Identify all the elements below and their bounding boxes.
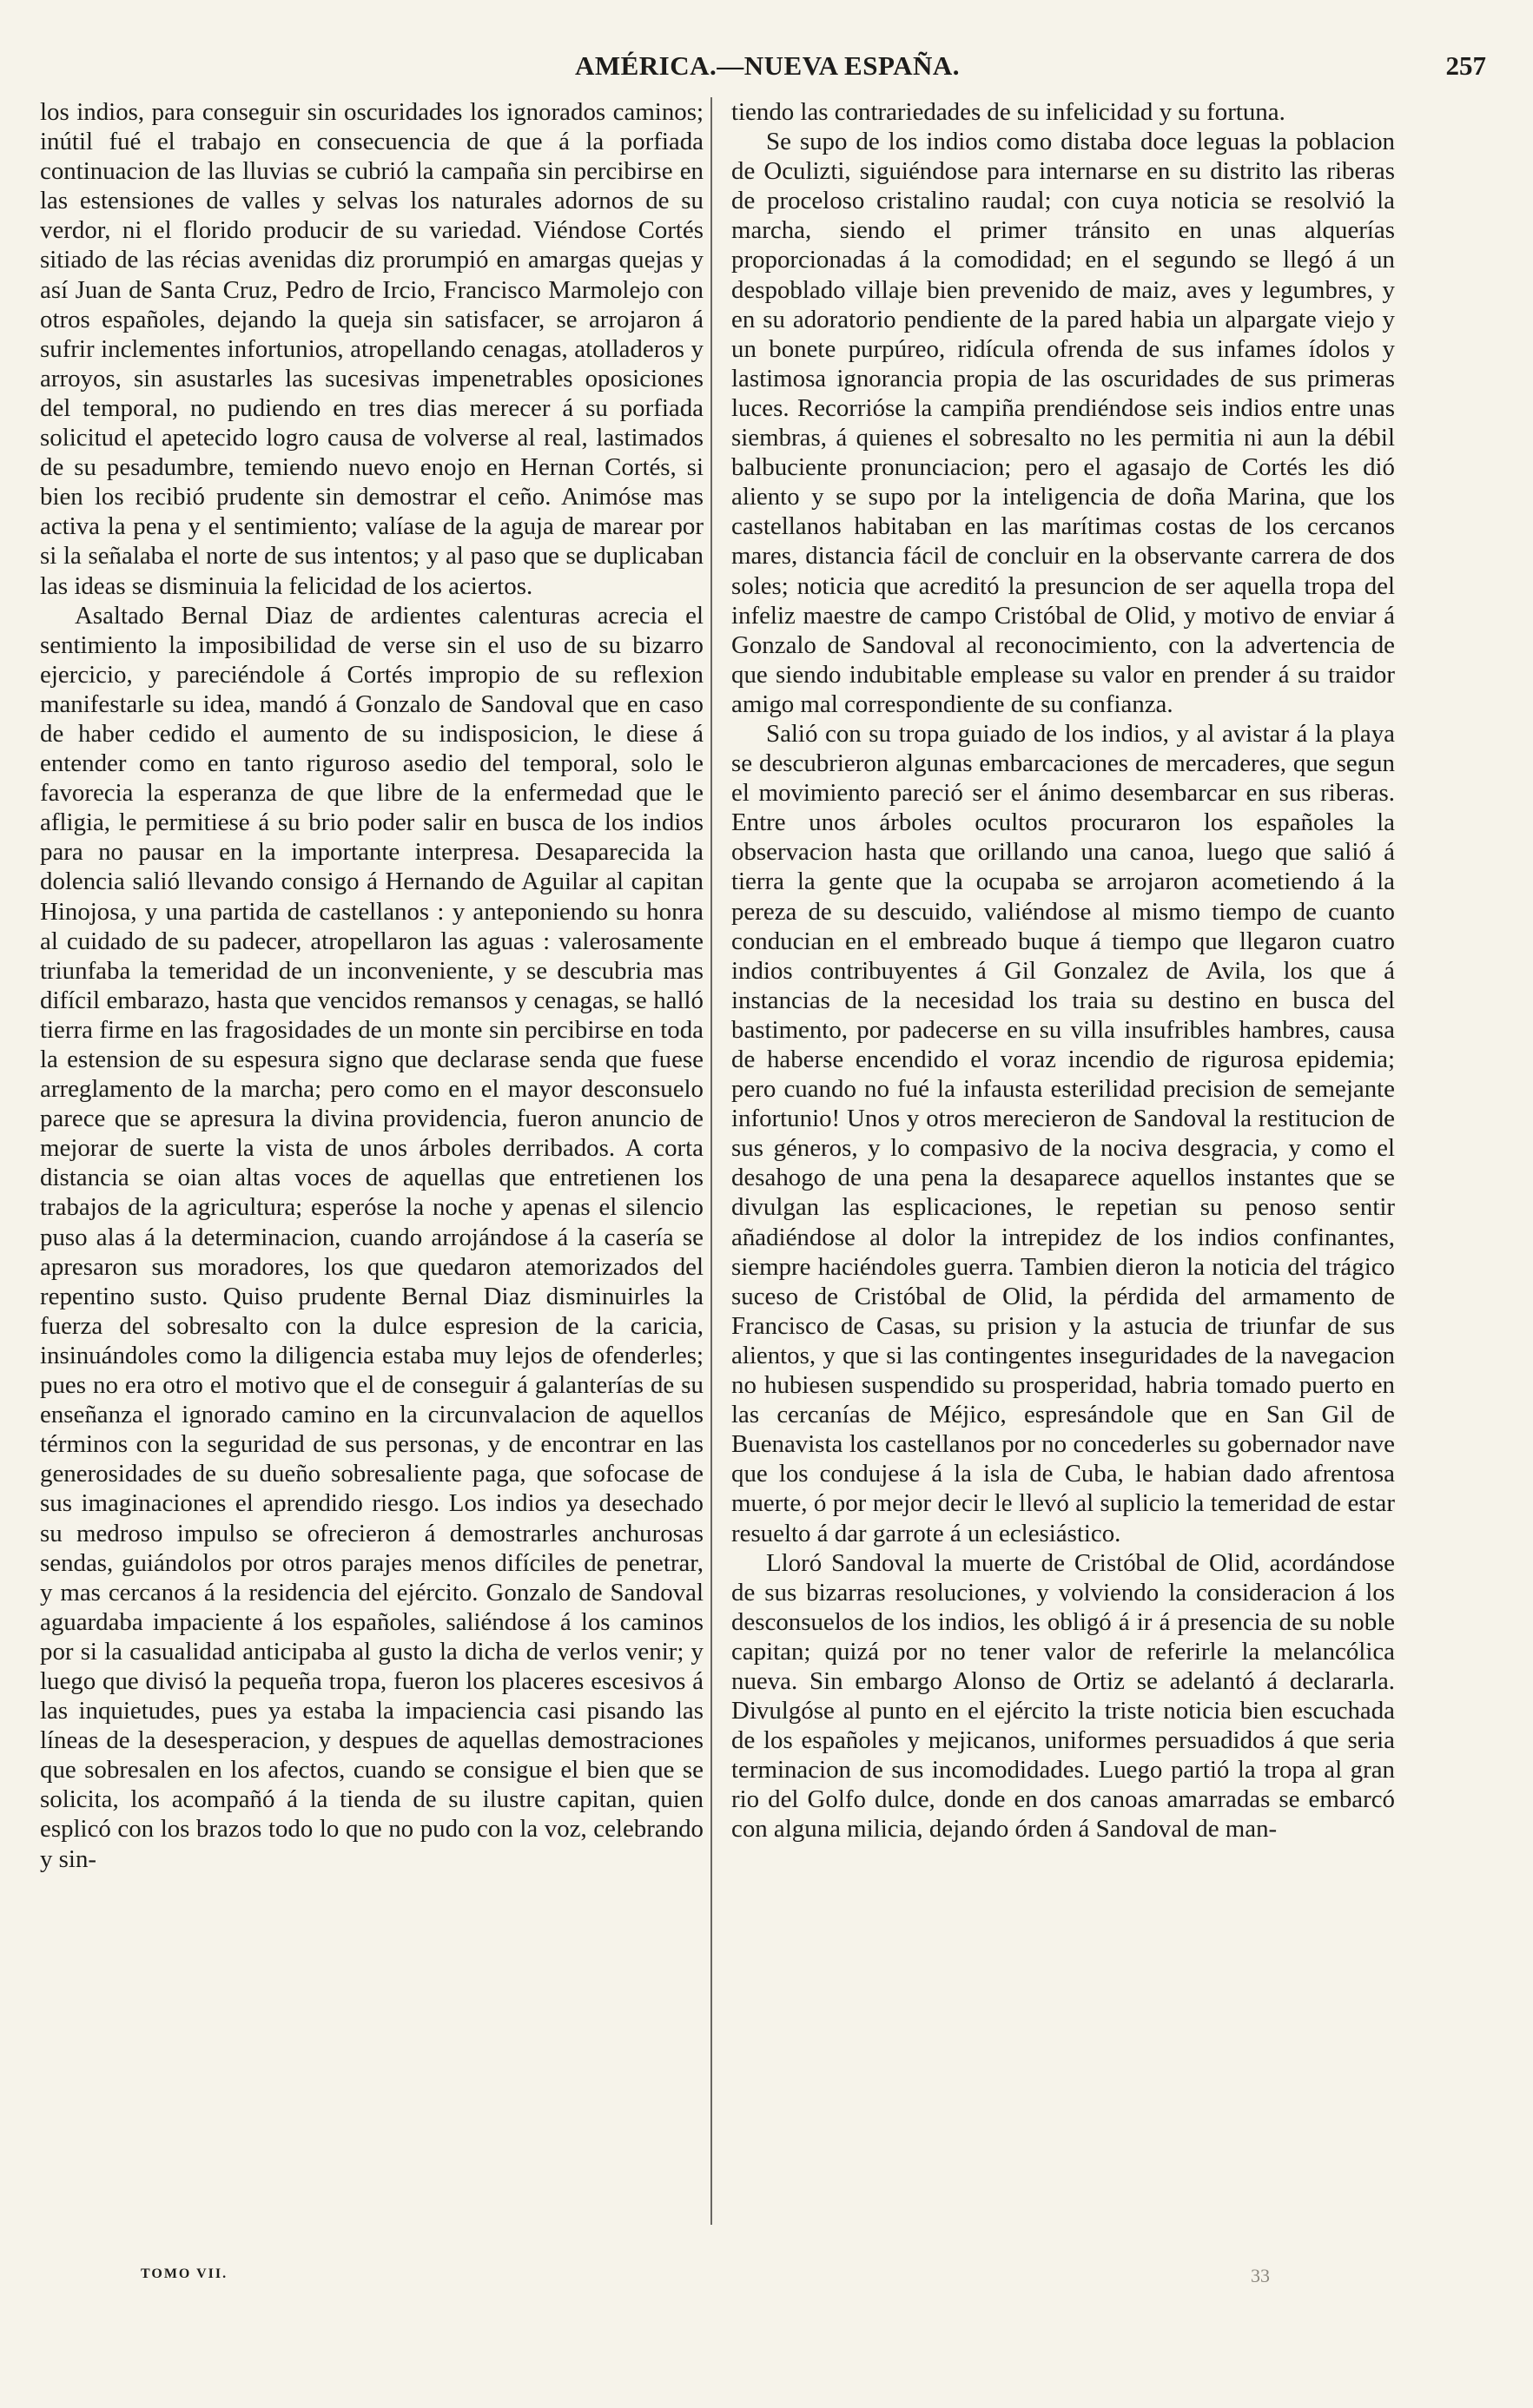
- paragraph: Se supo de los indios como distaba doce leguas la poblacion de Oculizti, siguiéndose para internarse en su distrito las riberas de proceloso cristalino raudal; con cuya noticia se resolvió la marcha, siendo el primer tránsito en unas alquerías proporcionadas á la comodidad; en el segundo se llegó á un despoblado villaje bien prevenido de maiz, aves y legumbres, y en su adoratorio pendiente de la pared habia un alpargate viejo y un bonete purpúreo, ridícula ofrenda de sus infames ídolos y lastimosa ignorancia propia de las oscuridades de sus primeras luces. Recorrióse la campiña prendiéndose seis indios entre unas siembras, á quienes el sobresalto no les permitia ni aun la débil balbuciente pronunciacion; pero el agasajo de Cortés les dió aliento y se supo por la inteligencia de doña Marina, que los castellanos habitaban en las marítimas costas de los cercanos mares, distancia fácil de concluir en la observante carrera de dos soles; noticia que acreditó la presuncion de ser aquella tropa del infeliz maestre de campo Cristóbal de Olid, y motivo de enviar á Gonzalo de Sandoval al reconocimiento, con la advertencia de que siendo indubitable emplease su valor en prender á su traidor amigo mal correspondiente de su confianza.: [731, 128, 1395, 718]
- running-head: AMÉRICA.—NUEVA ESPAÑA.: [574, 50, 961, 81]
- right-column: [731, 97, 1395, 1844]
- left-column: [40, 97, 704, 1874]
- page-header: [49, 50, 1486, 89]
- paragraph: los indios, para conseguir sin oscuridades los ignorados caminos; inútil fué el trabajo en consecuencia de que á la porfiada continuacion de las lluvias se cubrió la campaña sin percibirse en las estensiones de valles y selvas los naturales adornos de su verdor, ni el florido producir de su variedad. Viéndose Cortés sitiado de las récias avenidas diz prorumpió en amargas quejas y así Juan de Santa Cruz, Pedro de Ircio, Francisco Marmolejo con otros españoles, dejando la queja sin satisfacer, se arrojaron á sufrir inclementes infortunios, atropellando cenagas, atolladeros y arroyos, sin asustarles las sucesivas impenetrables oposiciones del temporal, no pudiendo en tres dias merecer á su porfiada solicitud el apetecido logro causa de volverse al real, lastimados de su pesadumbre, temiendo nuevo enojo en Hernan Cortés, si bien los recibió prudente sin demostrar el ceño. Animóse mas activa la pena y el sentimiento; valíase de la aguja de marear por si la señalaba el norte de sus intentos; y al paso que se duplicaban las ideas se disminuia la felicidad de los aciertos.: [40, 98, 704, 600]
- column-divider: [710, 97, 712, 2225]
- paragraph: Asaltado Bernal Diaz de ardientes calenturas acrecia el sentimiento la imposibilidad de verse sin el uso de su bizarro ejercicio, y pareciéndole á Cortés impropio de su reflexion manifestarle su idea, mandó á Gonzalo de Sandoval que en caso de haber cedido el aumento de su indisposicion, le diese á entender como en tanto riguroso asedio del temporal, solo le favorecia la esperanza de que libre de la enfermedad que le afligia, le permitiese á su brio poder salir en busca de los indios para no pausar en la importante interpresa. Desaparecida la dolencia salió llevando consigo á Hernando de Aguilar al capitan Hinojosa, y una partida de castellanos : y anteponiendo su honra al cuidado de su padecer, atropellaron las aguas : valerosamente triunfaba la temeridad de un inconveniente, y se descubria mas difícil embarazo, hasta que vencidos remansos y cenagas, se halló tierra firme en las fragosidades de un monte sin percibirse en toda la estension de su espesura signo que declarase senda que fuese arreglamento de la marcha; pero como en el mayor desconsuelo parece que se apresura la divina providencia, fueron anuncio de mejorar de suerte la vista de unos árboles derribados. A corta distancia se oian altas voces de aquellas que entretienen los trabajos de la agricultura; esperóse la noche y apenas el silencio puso alas á la determinacion, cuando arrojándose á la casería se apresaron sus moradores, los que quedaron atemorizados del repentino susto. Quiso prudente Bernal Diaz disminuirles la fuerza del sobresalto con la dulce espresion de la caricia, insinuándoles como la diligencia estaba muy lejos de ofenderles; pues no era otro el motivo que el de conseguir á galanterías de su enseñanza el ignorado camino en la circunvalacion de aquellos términos con la seguridad de sus personas, y de encontrar en las generosidades de su dueño sobresaliente paga, que sofocase de sus imaginaciones el aprendido riesgo. Los indios ya desechado su medroso impulso se ofrecieron á demostrarles anchurosas sendas, guiándolos por otros parajes menos difíciles de penetrar, y mas cercanos á la residencia del ejército. Gonzalo de Sandoval aguardaba impaciente á los españoles, saliéndose á los caminos por si la casualidad anticipaba al gusto la dicha de verlos venir; y luego que divisó la pequeña tropa, fueron los placeres escesivos á las inquietudes, pues ya estaba la impaciencia casi pisando las líneas de la desesperacion, y despues de aquellas demostraciones que sobresalen en los afectos, cuando se consigue el bien que se solicita, los acompañó á la tienda de su ilustre capitan, quien esplicó con los brazos todo lo que no pudo con la voz, celebrando y sin-: [40, 601, 704, 1873]
- paragraph: Lloró Sandoval la muerte de Cristóbal de Olid, acordándose de sus bizarras resoluciones, y volviendo la consideracion á los desconsuelos de los indios, les obligó á ir á presencia de su noble capitan; quizá por no tener valor de referirle la melancólica nueva. Sin embargo Alonso de Ortiz se adelantó á declararla. Divulgóse al punto en el ejército la triste noticia bien escuchada de los españoles y mejicanos, uniformes persuadidos á que seria terminacion de sus incomodidades. Luego partió la tropa al gran rio del Golfo dulce, donde en dos canoas amarradas se embarcó con alguna milicia, dejando órden á Sandoval de man-: [731, 1548, 1395, 1844]
- page-number: 257: [1445, 50, 1486, 81]
- paragraph: tiendo las contrariedades de su infelicidad y su fortuna.: [731, 98, 1285, 126]
- volume-signature: TOMO VII.: [141, 2266, 228, 2281]
- paragraph: Salió con su tropa guiado de los indios, y al avistar á la playa se descubrieron algunas embarcaciones de mercaderes, que segun el movimiento pareció ser el ánimo desembarcar en sus riberas. Entre unos árboles ocultos procuraron los españoles la observacion hasta que orillando una canoa, luego que salió á tierra la gente que la ocupaba se arrojaron acometiendo á la pereza de su descuido, valiéndose al mismo tiempo de cuanto conducian en el embreado buque á tiempo que llegaron cuatro indios contribuyentes á Gil Gonzalez de Avila, los que á instancias de la necesidad los traia su destino en busca del bastimento, por padecerse en su villa insufribles hambres, causa de haberse encendido el voraz incendio de rigurosa epidemia; pero cuando no fué la infausta esterilidad precision de semejante infortunio! Unos y otros merecieron de Sandoval la restitucion de sus géneros, y lo compasivo de la nociva desgracia, y como el desahogo de una pena la desaparece aquellos instantes que se divulgan las esplicaciones, le repetian su penoso sentir añadiéndose al dolor la intrepidez de los indios confinantes, siempre haciéndoles guerra. Tambien dieron la noticia del trágico suceso de Cristóbal de Olid, la pérdida del armamento de Francisco de Casas, su prision y la astucia de triunfar de sus alientos, y que si las contingentes inseguridades de la navegacion no hubiesen suspendido su prosperidad, habria tomado puerto en las cercanías de Méjico, espresándole que en San Gil de Buenavista los castellanos por no concederles su gobernador nave que los condujese á la isla de Cuba, le habian dado afrentosa muerte, ó por mejor decir le llevó al suplicio la temeridad de estar resuelto á dar garrote á un eclesiástico.: [731, 719, 1395, 1547]
- sheet-number: 33: [1251, 2265, 1270, 2286]
